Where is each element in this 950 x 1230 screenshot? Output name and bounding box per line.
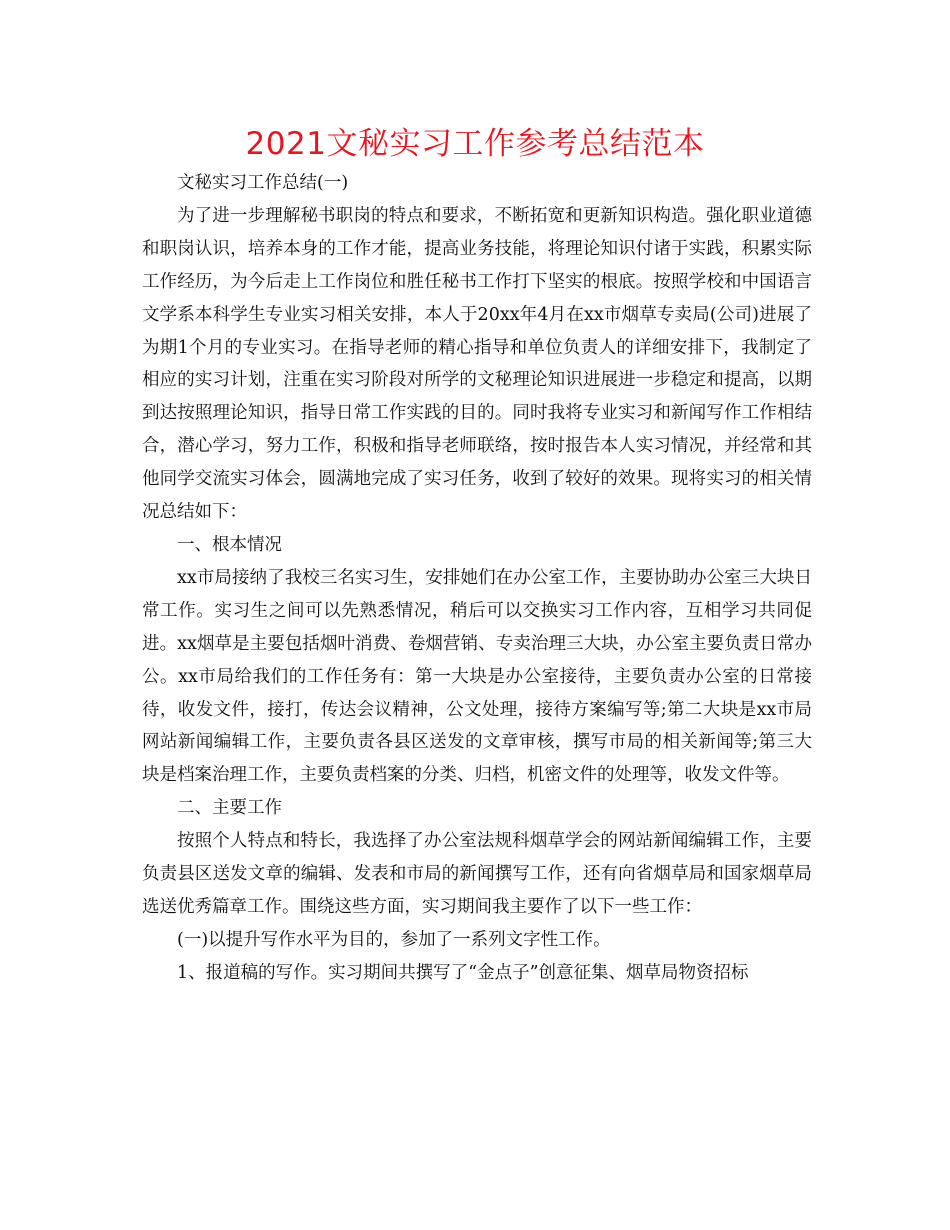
document-title: 2021文秘实习工作参考总结范本	[245, 126, 705, 162]
subsection-heading-writing: (一)以提升写作水平为目的，参加了一系列文字性工作。	[177, 929, 611, 950]
paragraph-basic-situation: xx市局接纳了我校三名实习生，安排她们在办公室工作，主要协助办公室三大块日常工作。实习生之间可以先熟悉情况，稍后可以交换实习工作内容，互相学习共同促进。xx烟草是主要包括烟叶消费、卷烟营销、专卖治理三大块，办公室主要负责日常办公。xx市局给我们的工作任务有：第一大块是办公室接待，主要负责办公室的日常接待，收发文件，接打，传达会议精神，公文处理，接待方案编写等;第二大块是xx市局网站新闻编辑工作，主要负责各县区送发的文章审核，撰写市局的相关新闻等;第三大块是档案治理工作，主要负责档案的分类、归档，机密文件的处理等，收发文件等。	[142, 567, 812, 786]
paragraph-intro: 为了进一步理解秘书职岗的特点和要求，不断拓宽和更新知识构造。强化职业道德和职岗认识，培养本身的工作才能，提高业务技能，将理论知识付诸于实践，积累实际工作经历，为今后走上工作岗位和胜任秘书工作打下坚实的根底。按照学校和中国语言文学系本科学生专业实习相关安排，本人于20xx年4月在xx市烟草专卖局(公司)进展了为期1个月的专业实习。在指导老师的精心指导和单位负责人的详细安排下，我制定了相应的实习计划，注重在实习阶段对所学的文秘理论知识进展进一步稳定和提高，以期到达按照理论知识，指导日常工作实践的目的。同时我将专业实习和新闻写作工作相结合，潜心学习，努力工作，积极和指导老师联络，按时报告本人实习情况，并经常和其他同学交流实习体会，圆满地完成了实习任务，收到了较好的效果。现将实习的相关情况总结如下：	[142, 205, 812, 523]
paragraph-subtitle: 文秘实习工作总结(一)	[177, 173, 349, 193]
document-body	[142, 167, 812, 990]
paragraph-report-writing: 1、报道稿的写作。实习期间共撰写了“金点子”创意征集、烟草局物资招标	[177, 962, 749, 983]
section-heading-main-work: 二、主要工作	[177, 798, 282, 819]
paragraph-main-work: 按照个人特点和特长，我选择了办公室法规科烟草学会的网站新闻编辑工作，主要负责县区送发文章的编辑、发表和市局的新闻撰写工作，还有向省烟草局和国家烟草局选送优秀篇章工作。围绕这些方面，实习期间我主要作了以下一些工作：	[142, 831, 812, 917]
section-heading-basic: 一、根本情况	[177, 534, 282, 555]
